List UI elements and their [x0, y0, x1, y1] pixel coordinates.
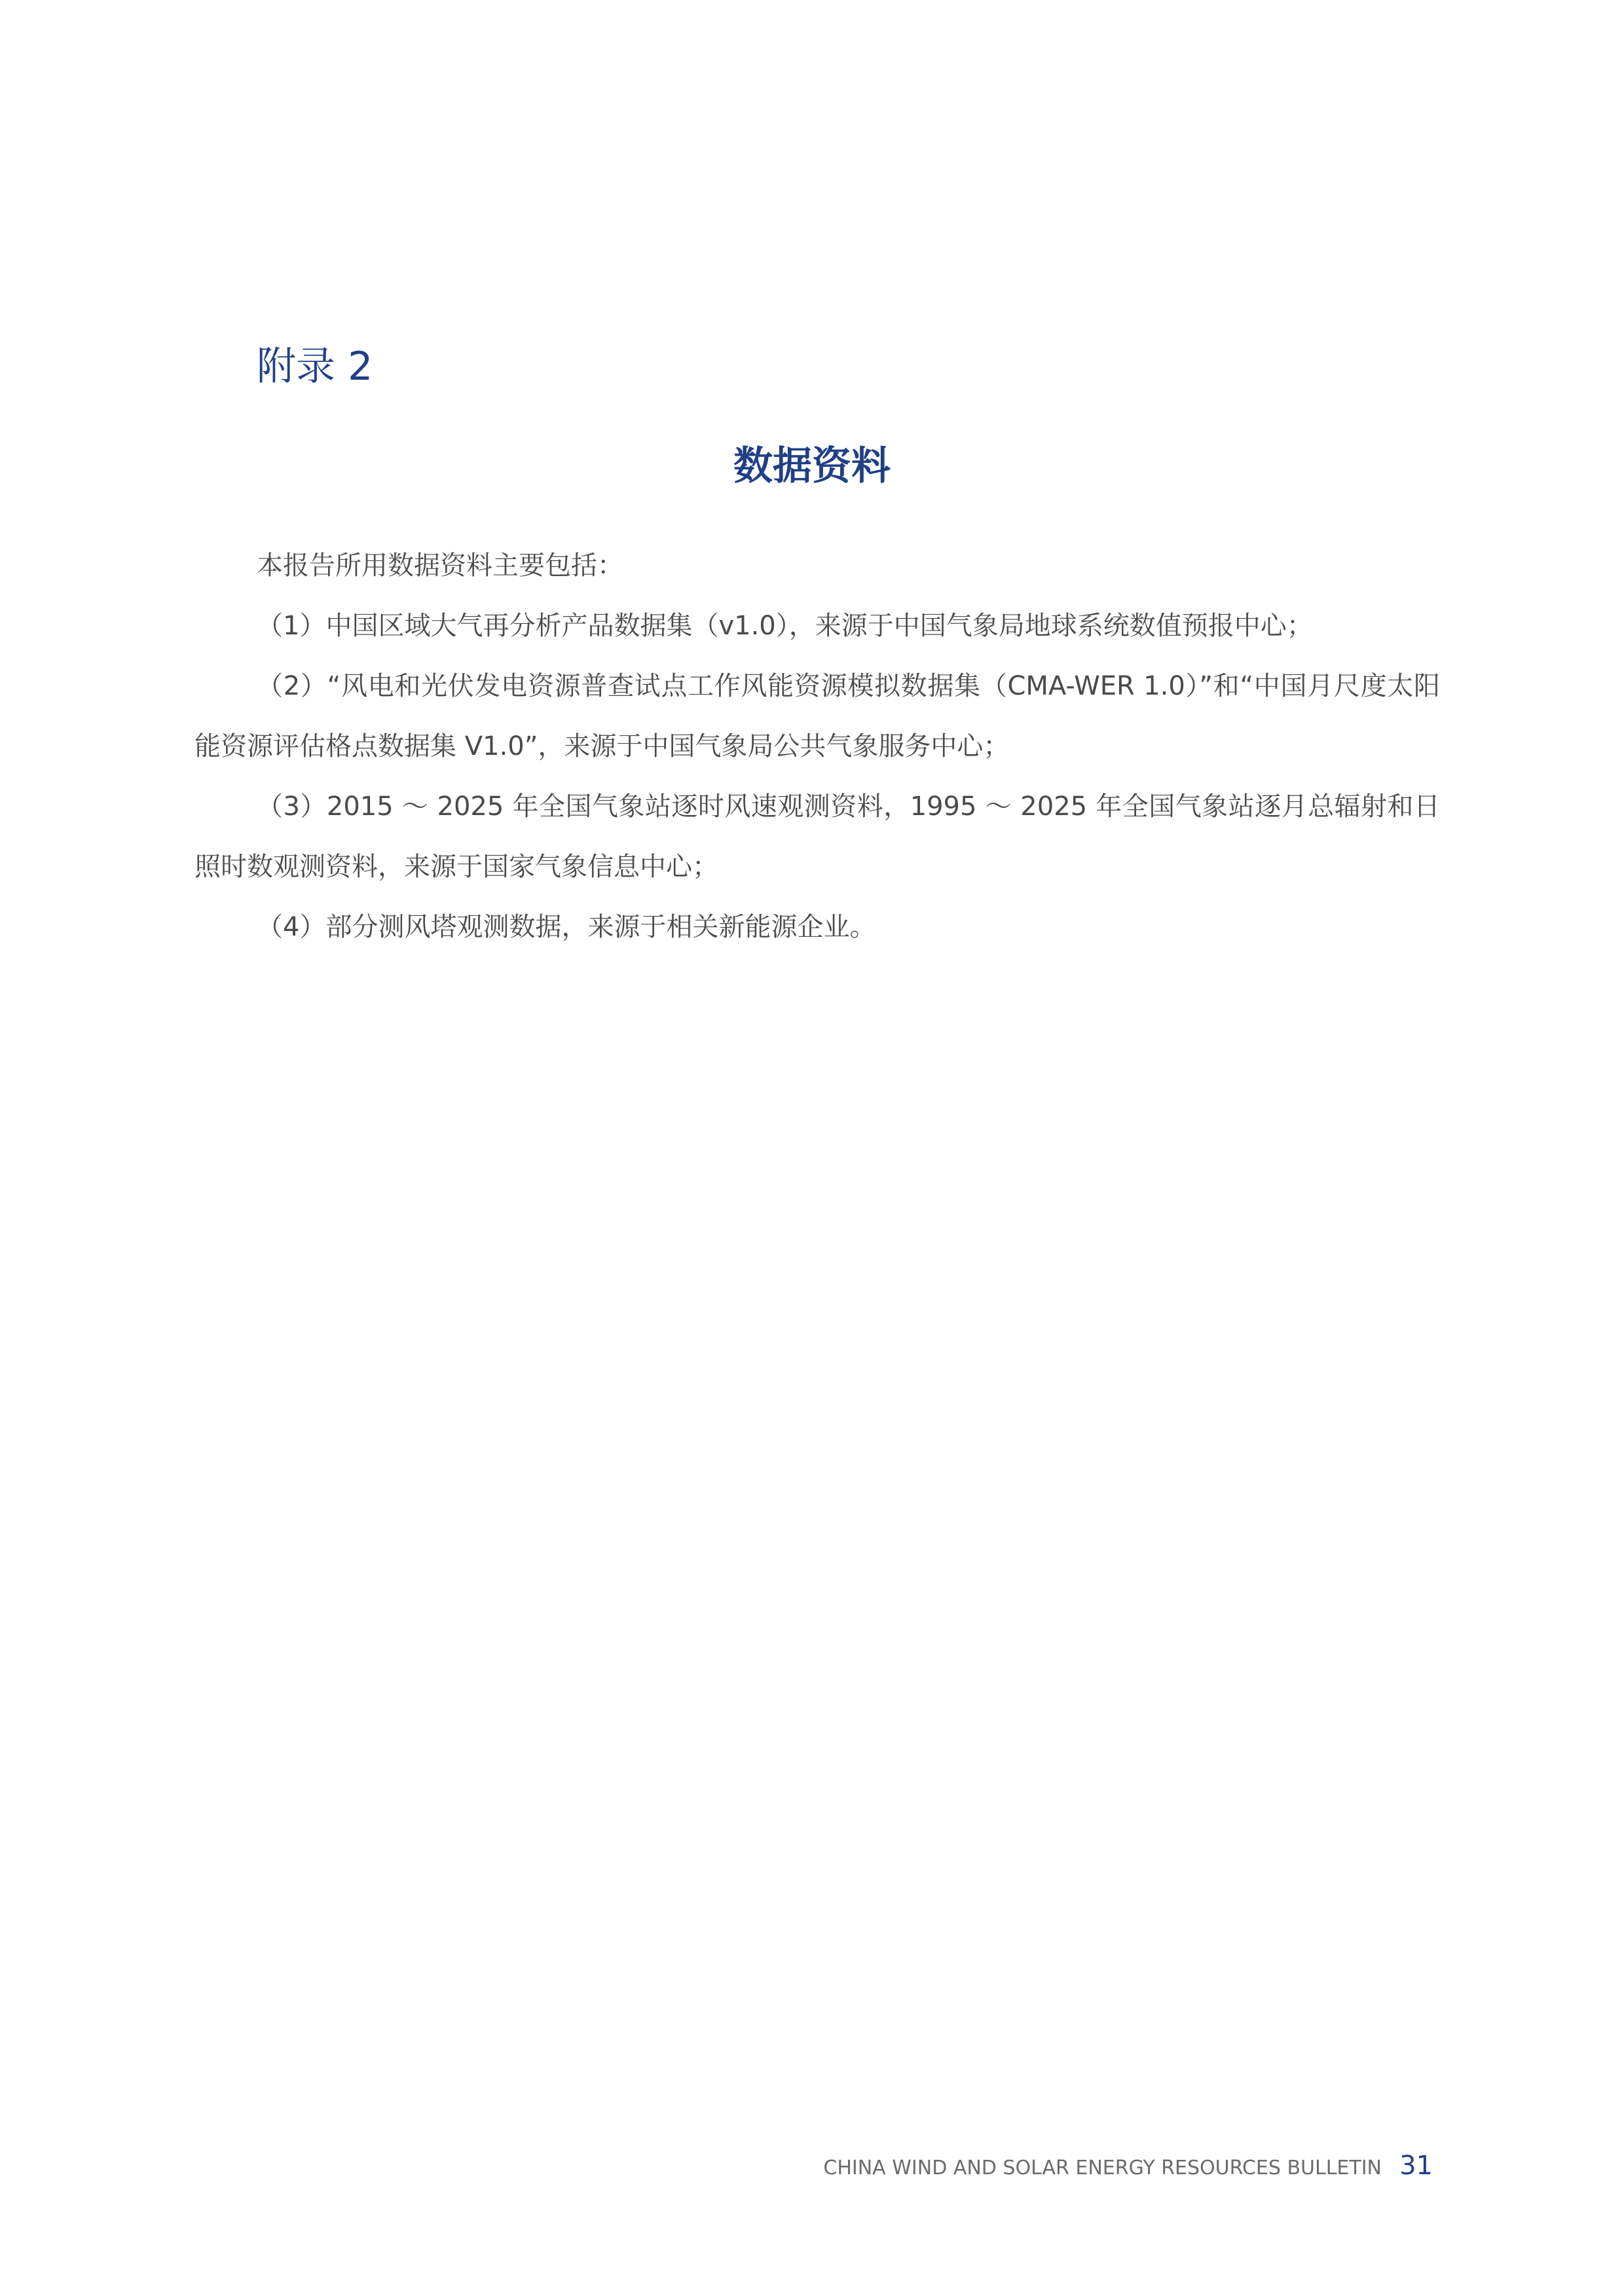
paragraph-item-1: （1）中国区域大气再分析产品数据集（v1.0），来源于中国气象局地球系统数值预报中心； — [257, 611, 1313, 641]
page-number: 31 — [1399, 2151, 1433, 2181]
body-text — [194, 536, 1440, 957]
footer-bulletin-title: CHINA WIND AND SOLAR ENERGY RESOURCES BULLETIN — [823, 2157, 1382, 2179]
paragraph-item-2: （2）“风电和光伏发电资源普查试点工作风能资源模拟数据集（CMA-WER 1.0）”和“中国月尺度太阳能资源评估格点数据集 V1.0”，来源于中国气象局公共气象服务中心； — [194, 671, 1440, 761]
paragraph-item-3: （3）2015 ～ 2025 年全国气象站逐时风速观测资料，1995 ～ 2025 年全国气象站逐月总辐射和日照时数观测资料，来源于国家气象信息中心； — [194, 792, 1440, 882]
appendix-label: 附录 2 — [257, 344, 373, 390]
paragraph-intro: 本报告所用数据资料主要包括： — [257, 551, 623, 581]
section-title: 数据资料 — [733, 443, 891, 489]
paragraph-item-4: （4）部分测风塔观测数据，来源于相关新能源企业。 — [257, 912, 876, 942]
